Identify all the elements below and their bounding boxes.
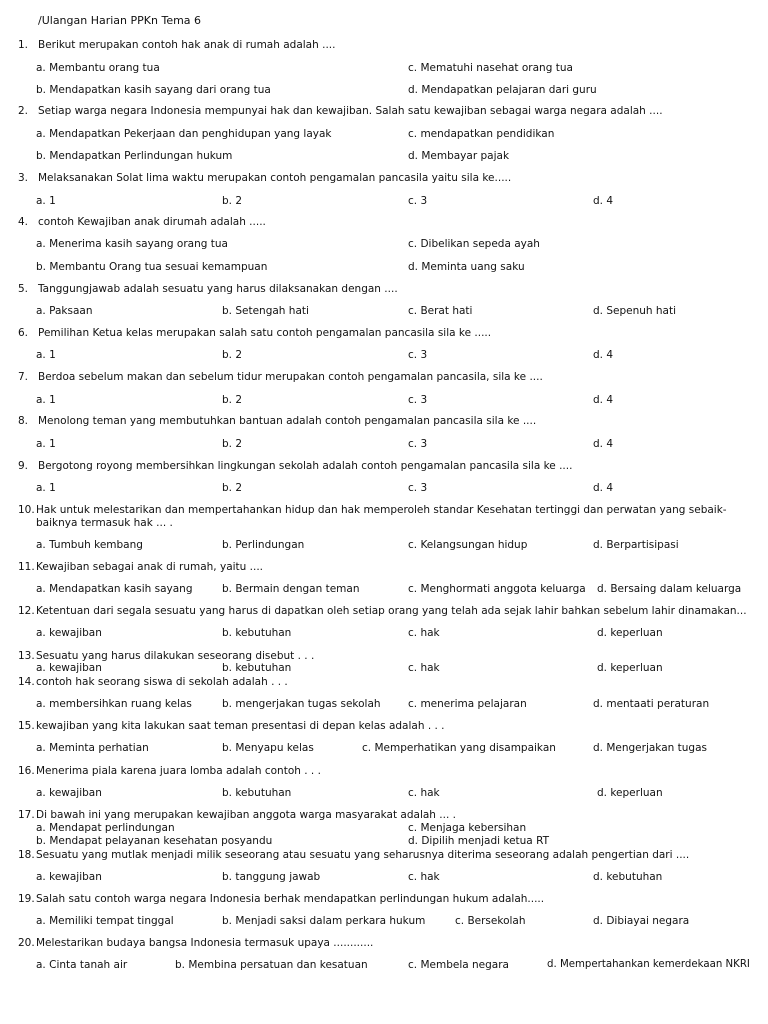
question-text: Melaksanakan Solat lima waktu merupakan contoh pengamalan pancasila yaitu sila ke..... [38,172,512,184]
option-b: b. Mendapat pelayanan kesehatan posyandu [36,835,273,847]
option-d: d. mentaati peraturan [593,698,710,710]
option-a: a. Membantu orang tua [36,62,160,74]
option-c: c. Dibelikan sepeda ayah [408,238,540,250]
option-a: a. Mendapatkan kasih sayang [36,583,193,595]
question-text: contoh Kewajiban anak dirumah adalah ..... [38,216,266,228]
question-text: Pemilihan Ketua kelas merupakan salah satu contoh pengamalan pancasila sila ke ..... [38,327,492,339]
option-c: c. Mematuhi nasehat orang tua [408,62,573,74]
option-c: c. Menghormati anggota keluarga [408,583,586,595]
option-a: a. Cinta tanah air [36,959,128,971]
option-d: d. keperluan [597,627,663,639]
question-text: Tanggungjawab adalah sesuatu yang harus dilaksanakan dengan .... [38,283,398,295]
option-c: c. hak [408,787,440,799]
option-c: c. hak [408,662,440,674]
option-c: c. 3 [408,482,428,494]
option-d: d. Dipilih menjadi ketua RT [408,835,550,847]
option-c: c. 3 [408,394,428,406]
option-a: a. Menerima kasih sayang orang tua [36,238,228,250]
question-number: 8. [18,415,29,427]
question-number: 10. [18,504,35,516]
option-c: c. hak [408,871,440,883]
option-d: d. keperluan [597,662,663,674]
question-number: 13. [18,650,35,662]
option-a: a. kewajiban [36,871,102,883]
question-number: 9. [18,460,29,472]
question-number: 11. [18,561,35,573]
question-text: Ketentuan dari segala sesuatu yang harus di dapatkan oleh setiap orang yang telah ada sejak lahir bahkan sebelum lahir dinamakan... [36,605,747,617]
option-d: d. Membayar pajak [408,150,510,162]
option-b: b. kebutuhan [222,627,292,639]
question-text-continued: baiknya termasuk hak ... . [36,517,173,529]
option-d: d. Meminta uang saku [408,261,525,273]
option-b: b. Perlindungan [222,539,305,551]
option-a: a. Memiliki tempat tinggal [36,915,174,927]
option-c: c. 3 [408,349,428,361]
option-b: b. Mendapatkan kasih sayang dari orang tua [36,84,271,96]
option-a: a. 1 [36,438,56,450]
option-d: d. Dibiayai negara [593,915,690,927]
option-b: b. Mendapatkan Perlindungan hukum [36,150,233,162]
option-b: b. Membina persatuan dan kesatuan [175,959,368,971]
question-text: Bergotong royong membersihkan lingkungan sekolah adalah contoh pengamalan pancasila sila ke .... [38,460,573,472]
option-c: c. Menjaga kebersihan [408,822,527,834]
option-a: a. kewajiban [36,662,102,674]
option-a: a. kewajiban [36,787,102,799]
option-b: b. Membantu Orang tua sesuai kemampuan [36,261,268,273]
option-d: d. Bersaing dalam keluarga [597,583,742,595]
option-b: b. kebutuhan [222,662,292,674]
option-a: a. Tumbuh kembang [36,539,143,551]
option-d: d. 4 [593,349,614,361]
question-text: Menerima piala karena juara lomba adalah contoh . . . [36,765,321,777]
option-b: b. 2 [222,482,243,494]
option-d: d. Mengerjakan tugas [593,742,707,754]
question-number: 1. [18,39,29,51]
option-c: c. menerima pelajaran [408,698,527,710]
question-text: Sesuatu yang harus dilakukan seseorang disebut . . . [36,650,315,662]
option-c: c. Memperhatikan yang disampaikan [362,742,556,754]
option-d: d. Sepenuh hati [593,305,677,317]
question-text: Hak untuk melestarikan dan mempertahankan hidup dan hak memperoleh standar Kesehatan tertinggi dan perwatan yang sebaik- [36,504,727,516]
question-number: 16. [18,765,35,777]
question-text: Setiap warga negara Indonesia mempunyai hak dan kewajiban. Salah satu kewajiban sebagai warga negara adalah .... [38,105,663,117]
question-number: 5. [18,283,29,295]
option-d: d. Mempertahankan kemerdekaan NKRI [547,959,750,970]
option-d: d. Berpartisipasi [593,539,679,551]
question-text: contoh hak seorang siswa di sekolah adalah . . . [36,676,288,688]
question-number: 15. [18,720,35,732]
option-c: c. hak [408,627,440,639]
option-a: a. Paksaan [36,305,93,317]
question-text: Kewajiban sebagai anak di rumah, yaitu .... [36,561,264,573]
question-number: 7. [18,371,29,383]
option-d: d. 4 [593,438,614,450]
option-b: b. 2 [222,349,243,361]
option-d: d. 4 [593,482,614,494]
option-c: c. Bersekolah [455,915,526,927]
option-b: b. Setengah hati [222,305,309,317]
question-text: Melestarikan budaya bangsa Indonesia termasuk upaya ............ [36,937,374,949]
option-a: a. Mendapatkan Pekerjaan dan penghidupan yang layak [36,128,332,140]
question-text: Menolong teman yang membutuhkan bantuan adalah contoh pengamalan pancasila sila ke .... [38,415,537,427]
question-number: 14. [18,676,35,688]
option-d: d. Mendapatkan pelajaran dari guru [408,84,597,96]
option-d: d. 4 [593,394,614,406]
option-b: b. Bermain dengan teman [222,583,360,595]
option-b: b. mengerjakan tugas sekolah [222,698,381,710]
option-b: b. Menyapu kelas [222,742,314,754]
option-a: a. kewajiban [36,627,102,639]
option-c: c. 3 [408,195,428,207]
question-number: 4. [18,216,29,228]
option-d: d. 4 [593,195,614,207]
question-text: Di bawah ini yang merupakan kewajiban anggota warga masyarakat adalah ... . [36,809,456,821]
question-number: 2. [18,105,29,117]
question-text: Sesuatu yang mutlak menjadi milik seseorang atau sesuatu yang seharusnya diterima seseorang adalah pengertian dari .... [36,849,690,861]
document-title: /Ulangan Harian PPKn Tema 6 [38,14,202,27]
option-b: b. 2 [222,195,243,207]
question-number: 17. [18,809,35,821]
option-a: a. 1 [36,195,56,207]
question-text: Berdoa sebelum makan dan sebelum tidur merupakan contoh pengamalan pancasila, sila ke .... [38,371,543,383]
option-a: a. membersihkan ruang kelas [36,698,192,710]
question-text: kewajiban yang kita lakukan saat teman presentasi di depan kelas adalah . . . [36,720,445,732]
option-a: a. Mendapat perlindungan [36,822,175,834]
option-b: b. tanggung jawab [222,871,321,883]
question-number: 6. [18,327,29,339]
option-c: c. 3 [408,438,428,450]
option-b: b. kebutuhan [222,787,292,799]
option-a: a. 1 [36,394,56,406]
option-d: d. kebutuhan [593,871,663,883]
option-a: a. 1 [36,349,56,361]
option-b: b. 2 [222,394,243,406]
question-number: 12. [18,605,35,617]
question-number: 19. [18,893,35,905]
option-b: b. Menjadi saksi dalam perkara hukum [222,915,426,927]
option-a: a. 1 [36,482,56,494]
question-text: Berikut merupakan contoh hak anak di rumah adalah .... [38,39,336,51]
question-number: 20. [18,937,35,949]
option-d: d. keperluan [597,787,663,799]
question-number: 18. [18,849,35,861]
question-text: Salah satu contoh warga negara Indonesia berhak mendapatkan perlindungan hukum adalah..... [36,893,545,905]
option-a: a. Meminta perhatian [36,742,149,754]
option-c: c. mendapatkan pendidikan [408,128,555,140]
question-number: 3. [18,172,29,184]
option-c: c. Berat hati [408,305,473,317]
option-c: c. Membela negara [408,959,509,971]
option-c: c. Kelangsungan hidup [408,539,528,551]
option-b: b. 2 [222,438,243,450]
